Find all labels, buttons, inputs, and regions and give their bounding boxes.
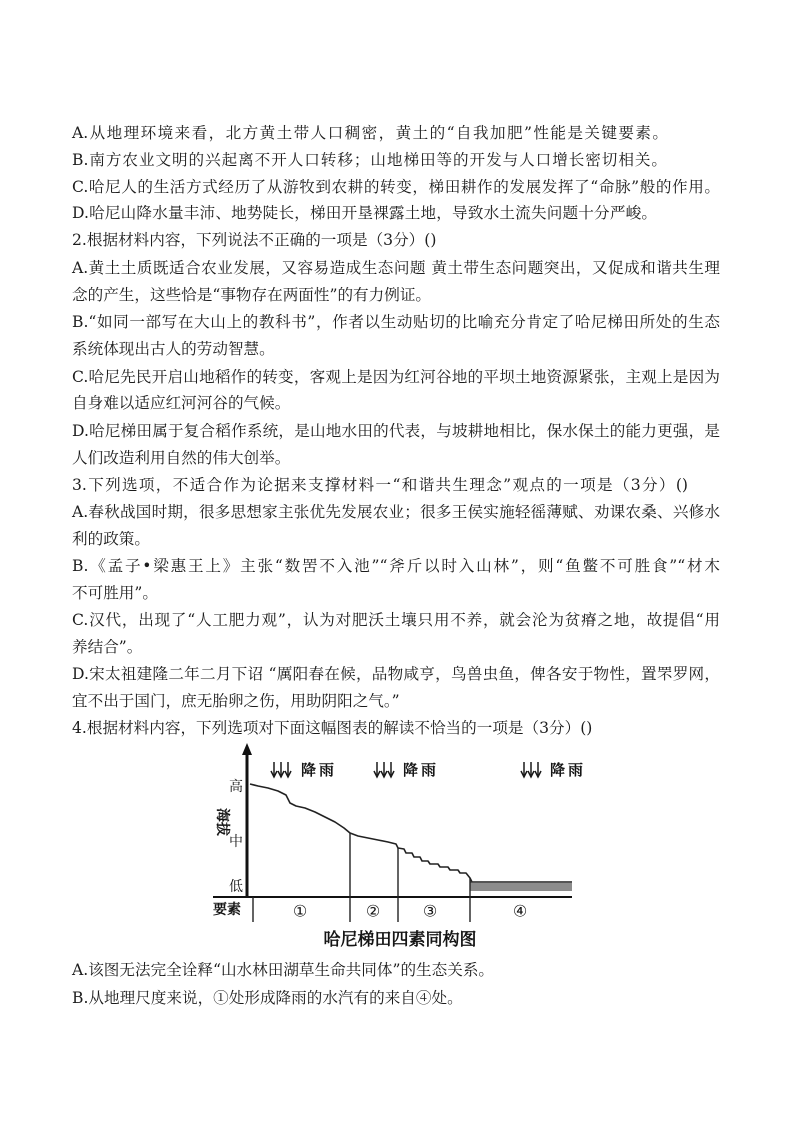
rain-arrows-icon (271, 762, 291, 777)
question-3-option-d-line-1: D.宋太祖建隆二年二月下诏 “厲阳春在候，品物咸亨，鸟兽虫鱼，俾各安于物性，置罘罗网， (72, 665, 720, 683)
question-3-option-d-line-2: 宜不出于国门，庶无胎卵之伤，用助阴阳之气。” (72, 692, 400, 710)
rain-label: 降雨 (403, 761, 440, 779)
axis-arrow-icon (242, 743, 252, 755)
lake-water (470, 882, 572, 891)
rain-arrows-icon (521, 762, 541, 777)
question-2-option-d-line-2: 人们改造利用自然的伟大创举。 (72, 449, 291, 467)
question-2-option-b-line-1: B.“如同一部写在大山上的教科书”，作者以生动贴切的比喻充分肯定了哈尼梯田所处的生态 (72, 313, 720, 331)
zone-label-4: ④ (512, 901, 528, 921)
hani-terrace-figure (205, 740, 595, 955)
question-4-option-a: A.该图无法完全诠释“山水林田湖草生命共同体”的生态关系。 (72, 961, 495, 979)
zone-label-3: ③ (422, 901, 438, 921)
question-3-option-b-line-2: 不可胜用”。 (72, 584, 158, 602)
zone-label-2: ② (365, 901, 381, 921)
question-2-option-a-line-1: A.黄土土质既适合农业发展，又容易造成生态问题 黄土带生态问题突出，又促成和谐共生理 (72, 259, 720, 277)
question-2-stem: 2.根据材料内容，下列说法不正确的一项是（3分）() (72, 231, 437, 249)
question-2-option-c-line-2: 自身难以适应红河河谷的气候。 (72, 394, 291, 412)
question-1-option-c: C.哈尼人的生活方式经历了从游牧到农耕的转变，梯田耕作的发展发挥了“命脉”般的作用。 (72, 178, 720, 196)
terrain-profile (250, 784, 572, 882)
question-3-option-c-line-1: C.汉代，出现了“人工肥力观”，认为对肥沃土壤只用不养，就会沦为贫瘠之地，故提倡“用 (72, 611, 720, 629)
elements-axis-label: 要素 (213, 902, 241, 918)
question-3-option-b-line-1: B.《孟子•梁惠王上》主张“数罟不入池”“斧斤以时入山林”，则“鱼鳖不可胜食”“材木 (72, 557, 720, 575)
question-3-option-c-line-2: 养结合”。 (72, 638, 143, 656)
question-2-option-a-line-2: 念的产生，这些恰是“事物存在两面性”的有力例证。 (72, 286, 432, 304)
question-3-stem: 3.下列选项，不适合作为论据来支撑材料一“和谐共生理念”观点的一项是（3分）() (72, 476, 688, 494)
altitude-axis-label: 海拔 (214, 808, 230, 836)
question-2-option-d-line-1: D.哈尼梯田属于复合稻作系统，是山地水田的代表，与坡耕地相比，保水保土的能力更强，是 (72, 422, 720, 440)
rain-label: 降雨 (550, 761, 587, 779)
question-1-option-b: B.南方农业文明的兴起离不开人口转移；山地梯田等的开发与人口增长密切相关。 (72, 151, 667, 169)
question-4-option-b: B.从地理尺度来说，①处形成降雨的水汽有的来自④处。 (72, 989, 463, 1007)
question-2-option-c-line-1: C.哈尼先民开启山地稻作的转变，客观上是因为红河谷地的平坝土地资源紧张，主观上是因为 (72, 368, 720, 386)
figure-caption: 哈尼梯田四素同构图 (323, 930, 477, 950)
question-3-option-a-line-2: 利的政策。 (72, 530, 150, 548)
hani-terrace-diagram (205, 740, 595, 955)
rain-label: 降雨 (301, 761, 338, 779)
question-3-option-a-line-1: A.春秋战国时期，很多思想家主张优先发展农业；很多王侯实施轻徭薄赋、劝课农桑、兴修水 (72, 503, 720, 521)
altitude-level-low: 低 (229, 879, 243, 895)
zone-label-1: ① (292, 901, 308, 921)
rain-arrows-icon (374, 762, 394, 777)
question-4-stem: 4.根据材料内容，下列选项对下面这幅图表的解读不恰当的一项是（3分）() (72, 719, 593, 737)
question-2-option-b-line-2: 系统体现出古人的劳动智慧。 (72, 340, 275, 358)
question-1-option-d: D.哈尼山降水量丰沛、地势陡长，梯田开垦裸露土地，导致水土流失问题十分严峻。 (72, 204, 657, 222)
altitude-level-high: 高 (229, 779, 243, 795)
question-1-option-a: A.从地理环境来看，北方黄土带人口稠密，黄土的“自我加肥”性能是关键要素。 (72, 124, 668, 142)
altitude-level-mid: 中 (229, 834, 243, 850)
